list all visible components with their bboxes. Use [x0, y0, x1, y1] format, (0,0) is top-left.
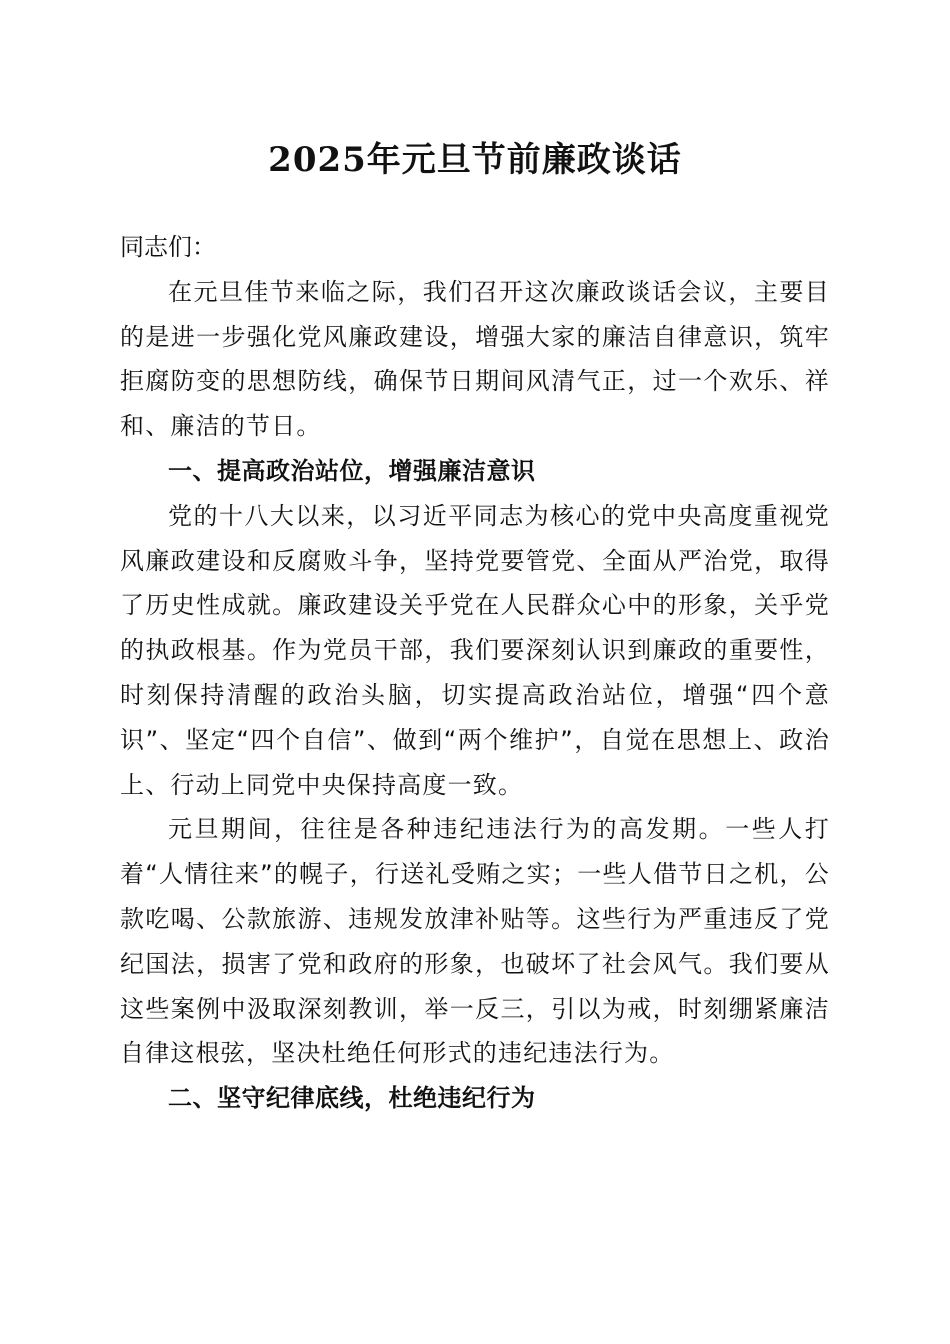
document-title: 2025年元旦节前廉政谈话 — [268, 140, 682, 180]
paragraph-holiday-violations: 元旦期间，往往是各种违纪违法行为的高发期。一些人打着“人情往来”的幌子，行送礼受贿之实；一些人借节日之机，公款吃喝、公款旅游、违规发放津补贴等。这些行为严重违反了党纪国法，损害了党和政府的形象，也破坏了社会风气。我们要从这些案例中汲取深刻教训，举一反三，引以为戒，时刻绷紧廉洁自律这根弦，坚决杜绝任何形式的违纪违法行为。 — [120, 815, 830, 1068]
paragraph-political-stance: 党的十八大以来，以习近平同志为核心的党中央高度重视党风廉政建设和反腐败斗争，坚持党要管党、全面从严治党，取得了历史性成就。廉政建设关乎党在人民群众心中的形象，关乎党的执政根基。作为党员干部，我们要深刻认识到廉政的重要性，时刻保持清醒的政治头脑，切实提高政治站位，增强“四个意识”、坚定“四个自信”、做到“两个维护”，自觉在思想上、政治上、行动上同党中央保持高度一致。 — [120, 501, 830, 799]
document-body — [120, 225, 830, 1121]
salutation: 同志们： — [120, 233, 216, 261]
paragraph-intro: 在元旦佳节来临之际，我们召开这次廉政谈话会议，主要目的是进一步强化党风廉政建设，增强大家的廉洁自律意识，筑牢拒腐防变的思想防线，确保节日期间风清气正，过一个欢乐、祥和、廉洁的节日。 — [120, 277, 830, 441]
section-heading-1: 一、提高政治站位，增强廉洁意识 — [168, 456, 536, 485]
section-heading-2: 二、坚守纪律底线，杜绝违纪行为 — [168, 1084, 536, 1113]
